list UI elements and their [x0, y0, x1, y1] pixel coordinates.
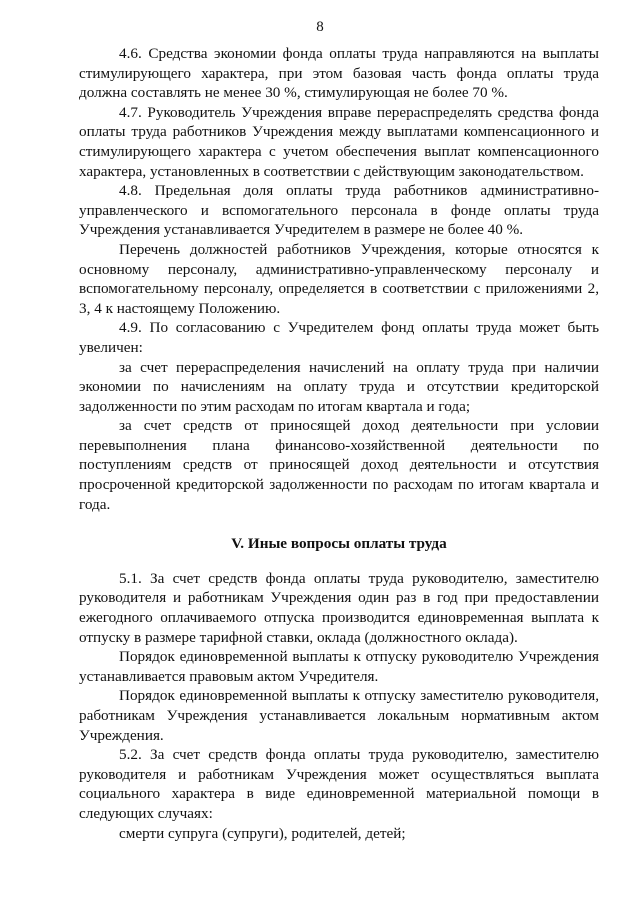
paragraph-5-2: 5.2. За счет средств фонда оплаты труда руководителю, заместителю руководителя и работникам Учреждения может осуществляться выплата социального характера в виде единовременной материальной помощи в следующих случаях:: [79, 746, 599, 822]
paragraph-4-8: 4.8. Предельная доля оплаты труда работников административно-управленческого и вспомогательного персонала в фонде оплаты труда Учреждения устанавливается Учредителем в размере не более 40 %.: [79, 182, 599, 239]
document-body: [79, 44, 599, 843]
paragraph-income-activity: за счет средств от приносящей доход деятельности при условии перевыполнения плана финансово-хозяйственной деятельности по поступлениям средств от приносящей доход деятельности и отсутствия просроченной кредиторской задолженности по расходам по итогам квартала и года.: [79, 417, 599, 513]
paragraph-4-7: 4.7. Руководитель Учреждения вправе перераспределять средства фонда оплаты труда работников Учреждения между выплатами компенсационного и стимулирующего характера с учетом обеспечения выплат компенсационного характера, установленных в соответствии с действующим законодательством.: [79, 103, 599, 180]
paragraph-staff-list: Перечень должностей работников Учреждения, которые относятся к основному персоналу, административно-управленческому персоналу и вспомогательному персоналу, определяется в соответствии с приложениями 2, 3, 4 к настоящему Положению.: [79, 240, 599, 317]
paragraph-director-order: Порядок единовременной выплаты к отпуску руководителю Учреждения устанавливается правовым актом Учредителя.: [79, 648, 599, 685]
paragraph-4-9: 4.9. По согласованию с Учредителем фонд оплаты труда может быть увеличен:: [79, 319, 599, 356]
section-heading: V. Иные вопросы оплаты труда: [231, 535, 447, 553]
paragraph-death-case: смерти супруга (супруги), родителей, детей;: [119, 824, 406, 842]
page-number: 8: [316, 19, 324, 35]
paragraph-deputy-order: Порядок единовременной выплаты к отпуску заместителю руководителя, работникам Учреждения устанавливается локальным нормативным актом Учреждения.: [79, 687, 599, 744]
paragraph-redistribution: за счет перераспределения начислений на оплату труда при наличии экономии по начислениям на оплату труда и отсутствии кредиторской задолженности по этим расходам по итогам квартала и года;: [79, 358, 599, 415]
paragraph-4-6: 4.6. Средства экономии фонда оплаты труда направляются на выплаты стимулирующего характера, при этом базовая часть фонда оплаты труда должна составлять не менее 30 %, стимулирующая не более 70 %.: [79, 45, 599, 102]
paragraph-5-1: 5.1. За счет средств фонда оплаты труда руководителю, заместителю руководителя и работникам Учреждения один раз в год при предоставлении ежегодного оплачиваемого отпуска производится единовременная выплата к отпуску в размере тарифной ставки, оклада (должностного оклада).: [79, 569, 599, 646]
